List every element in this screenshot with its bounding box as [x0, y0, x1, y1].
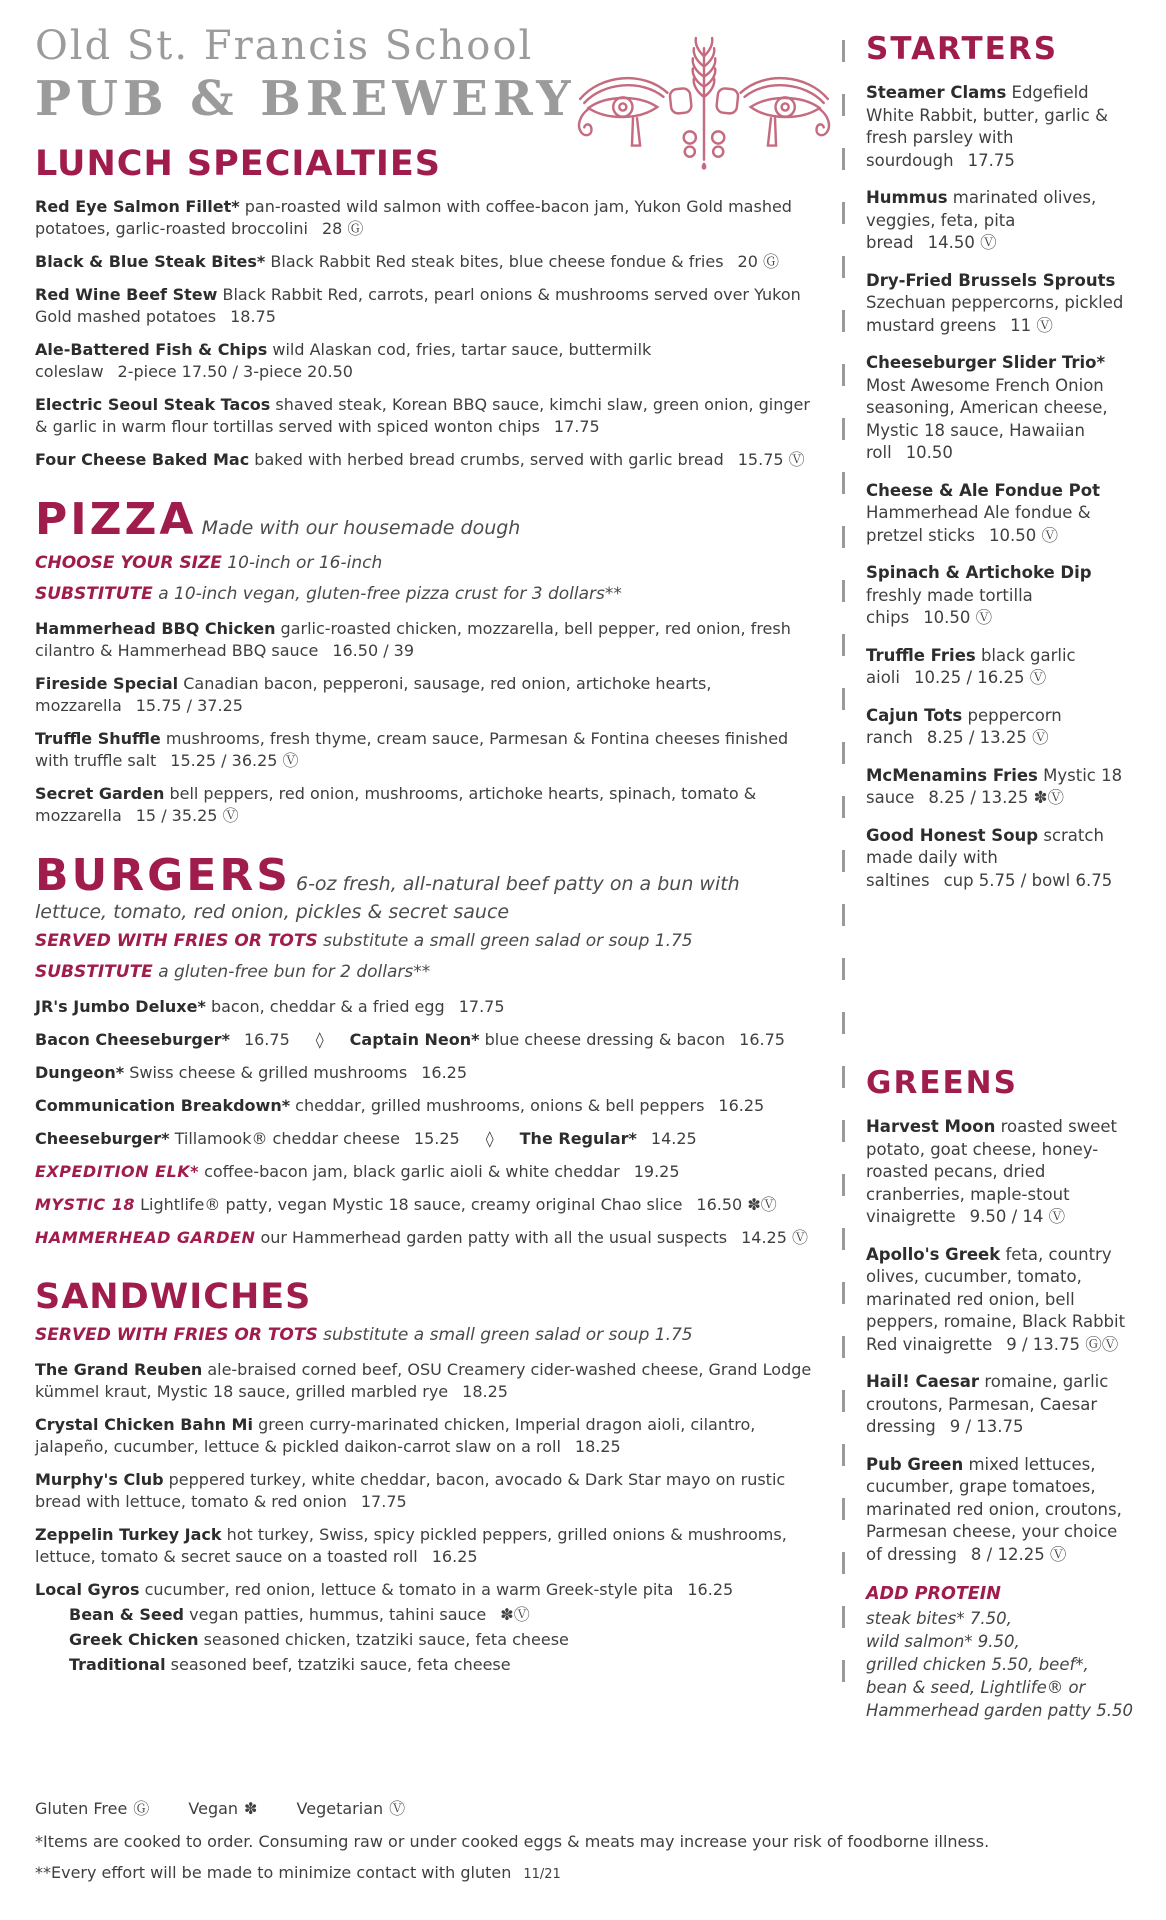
item-name: The Grand Reuben	[35, 1360, 203, 1379]
item-price: 8.25 / 13.25 Ⓥ	[926, 728, 1049, 747]
menu-item	[866, 765, 1138, 810]
menu-item-dual	[35, 1029, 815, 1051]
item-description: Szechuan peppercorns, pickled mustard greens	[866, 293, 1124, 335]
item-description: marinated olives, veggies, feta, pita bread	[866, 188, 1097, 252]
gyro-variant	[69, 1629, 815, 1651]
item-price: 14.50 Ⓥ	[927, 233, 997, 252]
menu-item	[35, 394, 815, 438]
item-price: 18.25	[574, 1437, 621, 1456]
item-description: shaved steak, Korean BBQ sauce, kimchi slaw, green onion, ginger & garlic in warm flour tortillas served with spiced wonton chips	[35, 395, 810, 436]
diamond-separator: ◊	[315, 1030, 324, 1049]
greens-section	[866, 1064, 1138, 1722]
item-price: 15.75 Ⓥ	[737, 450, 805, 469]
menu-item	[35, 196, 815, 240]
item-description: coffee-bacon jam, black garlic aioli & white cheddar	[204, 1162, 620, 1181]
item-price: 14.25	[650, 1129, 697, 1148]
section-heading-sandwiches: SANDWICHES	[35, 1277, 312, 1317]
menu-revision-date: 11/21	[523, 1867, 561, 1882]
item-price: 10.25 / 16.25 Ⓥ	[913, 668, 1047, 687]
item-price: cup 5.75 / bowl 6.75	[943, 870, 1113, 890]
item-name: Steamer Clams	[866, 83, 1007, 102]
diamond-separator: ◊	[485, 1129, 494, 1148]
section-heading-burgers	[35, 851, 815, 923]
item-description: ale-braised corned beef, OSU Creamery cider-washed cheese, Grand Lodge kümmel kraut, Mystic 18 sauce, grilled marbled rye	[35, 1360, 812, 1401]
item-description: Mystic 18 sauce	[866, 765, 1123, 807]
item-name: Traditional	[69, 1655, 166, 1674]
item-name: Bacon Cheeseburger*	[35, 1030, 230, 1049]
menu-item	[35, 1524, 815, 1568]
item-description: bacon, cheddar & a fried egg	[210, 997, 445, 1016]
item-price: 16.50 / 39	[332, 641, 415, 660]
menu-item	[35, 1161, 815, 1183]
menu-item	[35, 1194, 815, 1216]
menu-item	[35, 1469, 815, 1513]
item-price: 10.50	[905, 443, 953, 462]
menu-item	[866, 1454, 1138, 1567]
menu-item	[35, 996, 815, 1018]
item-name: Greek Chicken	[69, 1630, 199, 1649]
item-price: 11 Ⓥ	[1010, 315, 1053, 335]
item-price: 15.75 / 37.25	[135, 696, 243, 715]
menu-item	[35, 728, 815, 772]
sidebar-column	[866, 30, 1138, 1722]
item-description: vegan patties, hummus, tahini sauce	[189, 1605, 487, 1624]
item-name: Red Eye Salmon Fillet*	[35, 197, 240, 216]
item-price: 17.75	[458, 997, 505, 1016]
item-description: baked with herbed bread crumbs, served with garlic bread	[254, 450, 724, 469]
menu-item	[35, 783, 815, 827]
item-description: green curry-marinated chicken, Imperial dragon aioli, cilantro, jalapeño, cucumber, lettuce & pickled daikon-carrot slaw on a roll	[35, 1415, 756, 1456]
item-name: Secret Garden	[35, 784, 165, 803]
item-name: Pub Green	[866, 1454, 964, 1474]
item-name: HAMMERHEAD GARDEN	[35, 1228, 256, 1247]
item-name: Zeppelin Turkey Jack	[35, 1525, 222, 1544]
item-price: 9 / 13.75	[949, 1417, 1024, 1436]
item-name: Red Wine Beef Stew	[35, 285, 218, 304]
item-price: 8.25 / 13.25 ✽Ⓥ	[928, 788, 1064, 807]
item-name: Crystal Chicken Bahn Mi	[35, 1415, 253, 1434]
menu-item	[35, 339, 815, 383]
sandwiches-subheader: SERVED WITH FRIES OR TOTS substitute a small green salad or soup 1.75	[35, 1325, 693, 1345]
menu-item	[866, 270, 1138, 338]
brand-title: Old St. Francis School	[35, 23, 534, 69]
menu-item	[35, 251, 815, 273]
item-name: Bean & Seed	[69, 1605, 185, 1624]
menu-item	[35, 1414, 815, 1458]
item-name: JR's Jumbo Deluxe*	[35, 997, 206, 1016]
section-heading-starters: STARTERS	[866, 31, 1059, 67]
item-description: mushrooms, fresh thyme, cream sauce, Parmesan & Fontina cheeses finished with truffle salt	[35, 729, 789, 770]
item-name: Communication Breakdown*	[35, 1096, 291, 1115]
menu-item	[866, 562, 1138, 630]
item-description: mixed lettuces, cucumber, grape tomatoes, marinated red onion, croutons, Parmesan cheese, your choice of dressing	[866, 1454, 1122, 1564]
item-name: Cheeseburger Slider Trio*	[866, 353, 1106, 372]
section-heading-pizza	[35, 495, 815, 545]
menu-item	[35, 1227, 815, 1249]
item-description: Tillamook® cheddar cheese	[174, 1129, 400, 1148]
menu-item	[866, 645, 1138, 690]
dietary-legend	[35, 1798, 1140, 1820]
item-name: Truffle Shuffle	[35, 729, 161, 748]
item-name: Hummus	[866, 188, 948, 207]
item-name: Dry-Fried Brussels Sprouts	[866, 270, 1116, 290]
item-price: 16.25	[431, 1547, 478, 1566]
item-price: 2-piece 17.50 / 3-piece 20.50	[117, 362, 353, 381]
item-price: 28 Ⓖ	[321, 219, 364, 238]
add-protein-line: grilled chicken 5.50, beef*,	[866, 1655, 1089, 1674]
item-name: Hail! Caesar	[866, 1372, 980, 1391]
gyro-variant	[69, 1604, 815, 1626]
menu-item	[866, 82, 1138, 172]
item-name: Dungeon*	[35, 1063, 125, 1082]
menu-item	[35, 449, 815, 471]
item-price: 15.25	[413, 1129, 460, 1148]
item-icons: ✽Ⓥ	[500, 1605, 530, 1624]
legend-vegan: Vegan ✽	[188, 1799, 258, 1818]
item-description: garlic-roasted chicken, mozzarella, bell pepper, red onion, fresh cilantro & Hammerhead BBQ sauce	[35, 619, 791, 660]
item-price: 10.50 Ⓥ	[989, 525, 1059, 545]
menu-item	[35, 1579, 815, 1601]
item-description: peppered turkey, white cheddar, bacon, avocado & Dark Star mayo on rustic bread with lettuce, tomato & red onion	[35, 1470, 786, 1511]
item-description: seasoned beef, tzatziki sauce, feta cheese	[170, 1655, 511, 1674]
add-protein-line: bean & seed, Lightlife® or	[866, 1678, 1086, 1697]
item-price: 8 / 12.25 Ⓥ	[970, 1544, 1067, 1564]
pizza-tagline: Made with our housemade dough	[201, 517, 521, 539]
item-price: 16.25	[718, 1096, 765, 1115]
item-name: Harvest Moon	[866, 1117, 996, 1136]
item-price: 15 / 35.25 Ⓥ	[135, 806, 239, 825]
item-price: 16.50 ✽Ⓥ	[696, 1195, 777, 1214]
add-protein-line: steak bites* 7.50,	[866, 1609, 1012, 1628]
item-price: 18.25	[462, 1382, 508, 1401]
item-description: pan-roasted wild salmon with coffee-bacon jam, Yukon Gold mashed potatoes, garlic-roasted broccolini	[35, 197, 792, 238]
item-name: Murphy's Club	[35, 1470, 164, 1489]
item-price: 16.25	[687, 1580, 734, 1599]
pizza-subheader: CHOOSE YOUR SIZE 10-inch or 16-inch	[35, 553, 383, 573]
item-description: cucumber, red onion, lettuce & tomato in a warm Greek-style pita	[144, 1580, 674, 1599]
menu-item	[35, 1095, 815, 1117]
item-description: Black Rabbit Red, carrots, pearl onions & mushrooms served over Yukon Gold mashed potatoes	[35, 285, 801, 326]
item-price: 16.75	[739, 1030, 785, 1049]
item-description: cheddar, grilled mushrooms, onions & bell peppers	[295, 1096, 705, 1115]
menu-item	[35, 1359, 815, 1403]
item-price: 15.25 / 36.25 Ⓥ	[170, 751, 299, 770]
footnote-gluten: **Every effort will be made to minimize contact with gluten 11/21	[35, 1863, 561, 1882]
section-heading-lunch: LUNCH SPECIALTIES	[35, 144, 442, 184]
item-name: McMenamins Fries	[866, 765, 1038, 785]
item-description: bell peppers, red onion, mushrooms, artichoke hearts, spinach, tomato & mozzarella	[35, 784, 757, 825]
item-description: Canadian bacon, pepperoni, sausage, red onion, artichoke hearts, mozzarella	[35, 674, 712, 715]
menu-item	[35, 618, 815, 662]
item-name: Ale-Battered Fish & Chips	[35, 340, 268, 359]
burgers-subheader: SERVED WITH FRIES OR TOTS substitute a small green salad or soup 1.75	[35, 931, 693, 951]
vegan-icon: ✽	[244, 1799, 258, 1818]
item-price: 18.75	[230, 307, 276, 326]
item-price: 20 Ⓖ	[737, 252, 779, 271]
burgers-subheader: SUBSTITUTE a gluten-free bun for 2 dollars**	[35, 962, 431, 982]
item-name: Fireside Special	[35, 674, 179, 693]
item-price: 19.25	[633, 1162, 680, 1181]
item-description: feta, country olives, cucumber, tomato, marinated red onion, bell peppers, romaine, Black Rabbit Red vinaigrette	[866, 1244, 1126, 1354]
item-description: Swiss cheese & grilled mushrooms	[129, 1063, 408, 1082]
brand-subtitle: PUB & BREWERY	[35, 71, 576, 127]
item-description: black garlic aioli	[866, 645, 1076, 687]
vegetarian-icon: Ⓥ	[389, 1799, 406, 1818]
item-name: Truffle Fries	[866, 645, 976, 665]
burgers-heading: BURGERS	[35, 850, 291, 901]
item-name: MYSTIC 18	[35, 1195, 135, 1214]
legend-gluten-free: Gluten Free Ⓖ	[35, 1799, 150, 1818]
item-price: 10.50 Ⓥ	[923, 608, 993, 627]
menu-item	[866, 480, 1138, 548]
menu-item	[866, 1371, 1138, 1439]
item-description: freshly made tortilla chips	[866, 585, 1033, 627]
item-description: scratch made daily with saltines	[866, 825, 1104, 890]
item-name: Spinach & Artichoke Dip	[866, 563, 1092, 582]
item-description: hot turkey, Swiss, spicy pickled peppers, grilled onions & mushrooms, lettuce, tomato & secret sauce on a toasted roll	[35, 1525, 787, 1566]
pizza-subheader: SUBSTITUTE a 10-inch vegan, gluten-free pizza crust for 3 dollars**	[35, 584, 622, 604]
item-name: Captain Neon*	[349, 1030, 480, 1049]
item-name: Hammerhead BBQ Chicken	[35, 619, 276, 638]
item-description: our Hammerhead garden patty with all the usual suspects	[260, 1228, 728, 1247]
item-name: Electric Seoul Steak Tacos	[35, 395, 271, 414]
legend-vegetarian: Vegetarian Ⓥ	[296, 1799, 406, 1818]
item-price: 16.25	[421, 1063, 468, 1082]
item-name: EXPEDITION ELK*	[35, 1162, 199, 1181]
item-price: 17.75	[967, 150, 1015, 170]
menu-item	[35, 1062, 815, 1084]
item-price: 17.75	[360, 1492, 407, 1511]
item-description: Most Awesome French Onion seasoning, American cheese, Mystic 18 sauce, Hawaiian roll	[866, 375, 1108, 462]
item-price: 16.75	[243, 1030, 290, 1049]
item-description: Black Rabbit Red steak bites, blue cheese fondue & fries	[270, 252, 724, 271]
menu-item	[866, 352, 1138, 465]
item-price: 9 / 13.75 ⒼⓋ	[1006, 1334, 1119, 1354]
menu-item	[866, 705, 1138, 750]
menu-item	[866, 1244, 1138, 1357]
menu-item	[866, 825, 1138, 893]
gyro-variant	[69, 1654, 815, 1676]
add-protein-heading: ADD PROTEIN	[866, 1584, 1001, 1604]
menu-item	[35, 673, 815, 717]
menu-item	[35, 284, 815, 328]
item-price: 17.75	[553, 417, 600, 436]
add-protein-line: Hammerhead garden patty 5.50	[866, 1701, 1134, 1720]
item-name: Cheeseburger*	[35, 1129, 170, 1148]
main-column	[35, 22, 815, 1679]
burgers-tagline: 6-oz fresh, all-natural beef patty on a bun with lettuce, tomato, red onion, pickles & secret sauce	[35, 873, 740, 923]
item-name: Black & Blue Steak Bites*	[35, 252, 266, 271]
menu-item	[866, 1116, 1138, 1229]
item-name: Four Cheese Baked Mac	[35, 450, 250, 469]
item-name: Local Gyros	[35, 1580, 140, 1599]
item-name: Good Honest Soup	[866, 825, 1039, 845]
item-description: seasoned chicken, tzatziki sauce, feta cheese	[203, 1630, 569, 1649]
item-name: Cheese & Ale Fondue Pot	[866, 480, 1100, 500]
menu-item	[866, 187, 1138, 255]
item-description: Edgefield White Rabbit, butter, garlic & fresh parsley with sourdough	[866, 83, 1108, 170]
item-description: wild Alaskan cod, fries, tartar sauce, buttermilk coleslaw	[35, 340, 652, 381]
item-name: Cajun Tots	[866, 705, 963, 725]
item-description: romaine, garlic croutons, Parmesan, Caesar dressing	[866, 1372, 1109, 1436]
pizza-heading: PIZZA	[35, 494, 197, 545]
item-description: Lightlife® patty, vegan Mystic 18 sauce, creamy original Chao slice	[140, 1195, 683, 1214]
column-divider	[842, 40, 845, 1690]
item-description: blue cheese dressing & bacon	[484, 1030, 726, 1049]
item-name: The Regular*	[519, 1129, 637, 1148]
gluten-free-icon: Ⓖ	[133, 1799, 150, 1818]
item-description: roasted sweet potato, goat cheese, honey-roasted pecans, dried cranberries, maple-stout vinaigrette	[866, 1117, 1118, 1226]
item-price: 14.25 Ⓥ	[741, 1228, 809, 1247]
item-price: 9.50 / 14 Ⓥ	[969, 1207, 1066, 1226]
section-heading-greens: GREENS	[866, 1065, 1018, 1101]
menu-item-dual	[35, 1128, 815, 1150]
item-description: peppercorn ranch	[866, 705, 1062, 747]
add-protein-line: wild salmon* 9.50,	[866, 1632, 1020, 1651]
item-description: Hammerhead Ale fondue & pretzel sticks	[866, 503, 1091, 545]
item-name: Apollo's Greek	[866, 1244, 1001, 1264]
footnote-cooked-to-order: *Items are cooked to order. Consuming raw or under cooked eggs & meats may increase your risk of foodborne illness.	[35, 1832, 990, 1851]
footer	[35, 1798, 1140, 1895]
